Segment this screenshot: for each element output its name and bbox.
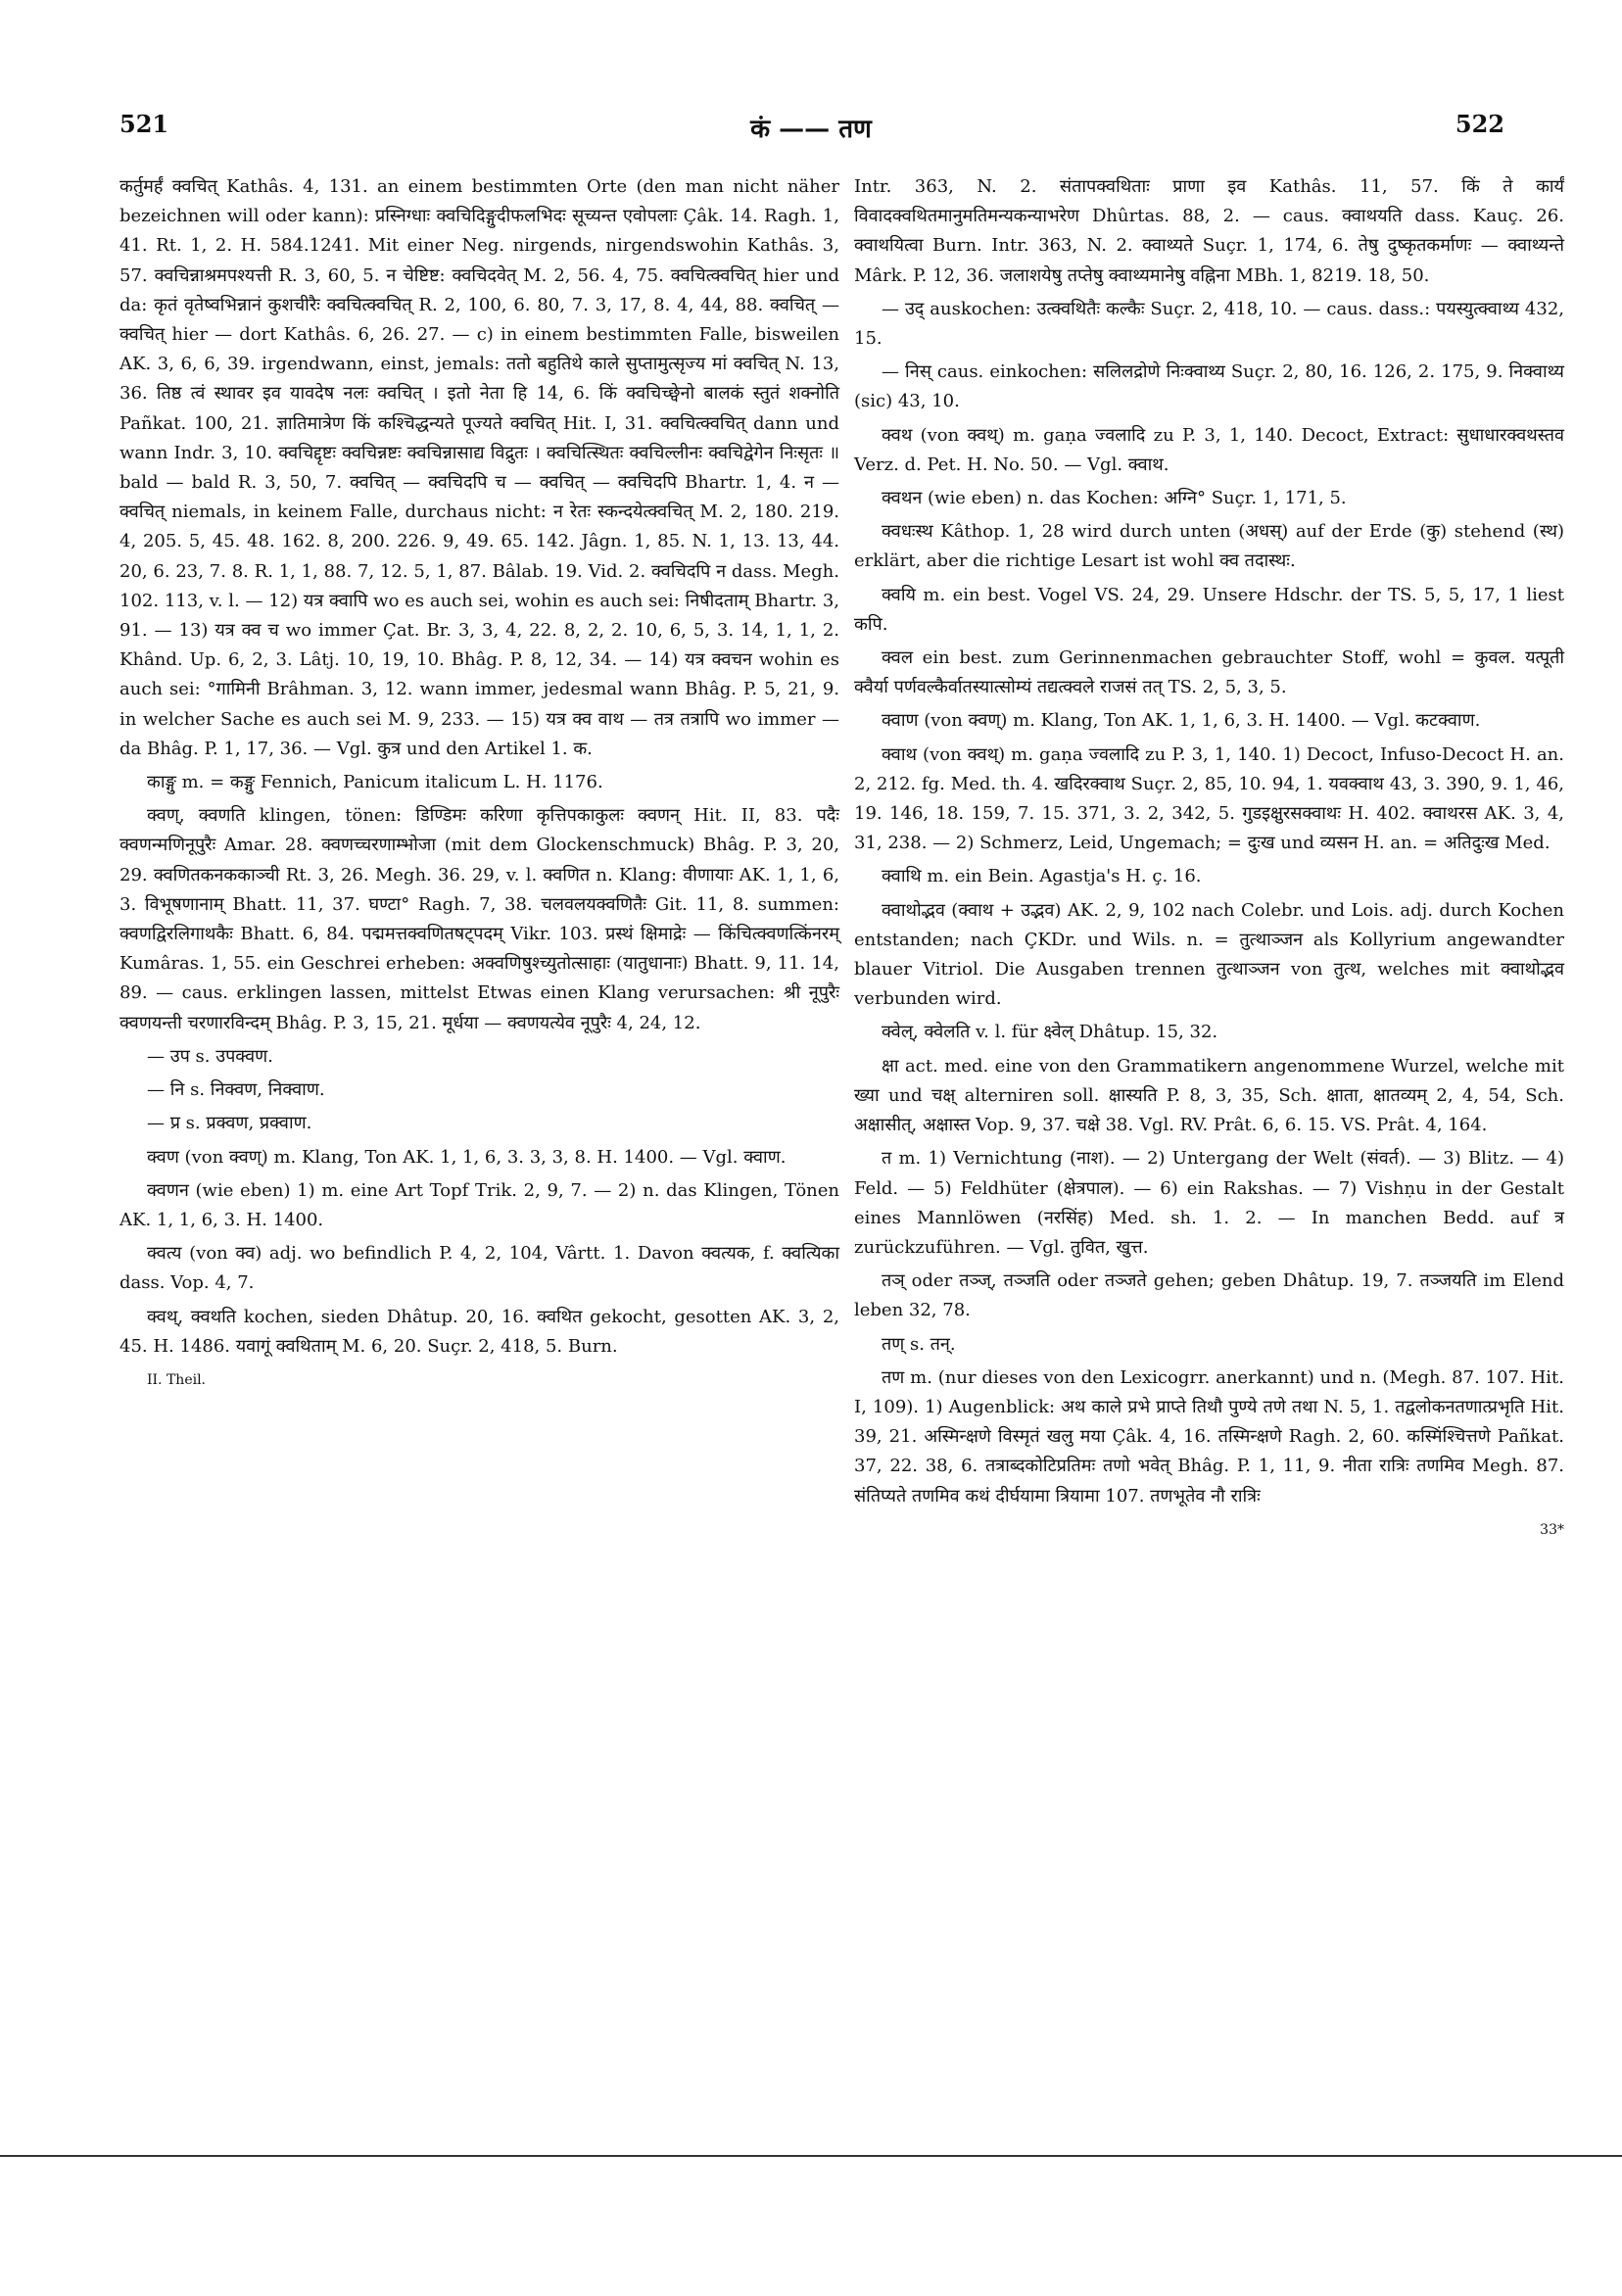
dictionary-entry: क्वयि m. ein best. Vogel VS. 24, 29. Unsere Hdschr. der TS. 5, 5, 17, 1 liest कपि. [854, 584, 1564, 635]
running-head: कं —— तण [750, 115, 872, 144]
dictionary-entry: क्वेल्, क्वेलति v. l. für क्ष्वेल् Dhâtup. 15, 32. [882, 1022, 1218, 1043]
dictionary-entry: क्वाथोद्भव (क्वाथ + उद्भव) AK. 2, 9, 102 nach Colebr. und Lois. adj. durch Kochen entstanden; nach ÇKDr. und Wils. n. = तुत्थाञ्जन als Kollyrium angewandter blauer Vitriol. Die Ausgaben trennen तुत्थाञ्जन von तुत्थ, welches mit क्वाथोद्भव verbunden wird. [854, 899, 1564, 1010]
dictionary-entry: तण् s. तन्. [882, 1333, 956, 1355]
dictionary-entry: क्वल ein best. zum Gerinnenmachen gebrauchter Stoff, wohl = कुवल. यत्पूती क्वैर्या पर्णवल्कैर्वातस्यात्सोम्यं तद्यत्क्वले राजसं तत् TS. 2, 5, 3, 5. [854, 647, 1564, 698]
sub-entry: — उद् auskochen: उत्क्वथितैः कल्कैः Suçr. 2, 418, 10. — caus. dass.: पयस्युत्क्वाथ्य 432, 15. [854, 298, 1564, 350]
sub-entry: — प्र s. प्रक्वण, प्रक्वाण. [147, 1113, 312, 1134]
signature-mark: 33* [1540, 1521, 1564, 1538]
sub-entry: — निस् caus. einkochen: सलिलद्रोणे निःक्वाथ्य Suçr. 2, 80, 16. 126, 2. 175, 9. निक्वाथ्य (sic) 43, 10. [854, 361, 1564, 412]
dictionary-entry: क्षा act. med. eine von den Grammatikern angenommene Wurzel, welche mit ख्या und चक्ष् alterniren soll. क्षास्यति P. 8, 3, 35, Sch. क्षाता, क्षातव्यम् 2, 4, 54, Sch. अक्षासीत्, अक्षास्त Vop. 9, 37. चक्षे 38. Vgl. RV. Prât. 6, 6. 15. VS. Prât. 4, 164. [854, 1055, 1564, 1136]
dictionary-entry: क्वण (von क्वण्) m. Klang, Ton AK. 1, 1, 6, 3. 3, 3, 8. H. 1400. — Vgl. क्वाण. [147, 1146, 787, 1168]
dictionary-entry: तञ् oder तञ्ज्, तञ्जति oder तञ्जते gehen; geben Dhâtup. 19, 7. तञ्जयति im Elend leben 32, 78. [854, 1270, 1564, 1321]
dictionary-entry: क्वथ (von क्वथ्) m. gaṇa ज्वलादि zu P. 3, 1, 140. Decoct, Extract: सुधाधारक्वथस्तव Verz. d. Pet. H. No. 50. — Vgl. क्वाथ. [854, 424, 1564, 475]
dictionary-entry: क्वत्य (von क्व) adj. wo befindlich P. 4, 2, 104, Vârtt. 1. Davon क्वत्यक, f. क्वत्यिका dass. Vop. 4, 7. [119, 1243, 839, 1294]
dictionary-entry: त m. 1) Vernichtung (नाश). — 2) Untergang der Welt (संवर्त). — 3) Blitz. — 4) Feld. — 5) Feldhüter (क्षेत्रपाल). — 6) ein Rakshas. — 7) Vishṇu in der Gestalt eines Mannlöwen (नरसिंह) Med. sh. 1. 2. — In manchen Bedd. auf त्र zurückzuführen. — Vgl. तुवित, खुत्त. [854, 1148, 1564, 1258]
page-number-right: 522 [1455, 110, 1504, 138]
dictionary-entry: Intr. 363, N. 2. संतापक्वथिताः प्राणा इव Kathâs. 11, 57. किं ते कार्यं विवादक्वथितमानुमतिमन्यकन्याभरेण Dhûrtas. 88, 2. — caus. क्वाथयति dass. Kauç. 26. क्वाथयित्वा Burn. Intr. 363, N. 2. क्वाथ्यते Suçr. 1, 174, 6. तेषु दुष्कृतकर्माणः — क्वाथ्यन्ते Mârk. P. 12, 36. जलाशयेषु तप्तेषु क्वाथ्यमानेषु वह्निना MBh. 1, 8219. 18, 50. [854, 176, 1564, 286]
dictionary-entry: क्वधःस्थ Kâthop. 1, 28 wird durch unten (अधस्) auf der Erde (कु) stehend (स्थ) erklärt, aber die richtige Lesart ist wohl क्व तदास्थः. [854, 521, 1564, 572]
dictionary-entry: क्वाण (von क्वण्) m. Klang, Ton AK. 1, 1, 6, 3. H. 1400. — Vgl. कटक्वाण. [882, 710, 1481, 732]
right-column [854, 172, 1564, 1549]
dictionary-entry: क्वाथ (von क्वथ्) m. gaṇa ज्वलादि zu P. 3, 1, 140. 1) Decoct, Infuso-Decoct H. an. 2, 212. fg. Med. th. 4. खदिरक्वाथ Suçr. 2, 85, 10. 94, 1. यवक्वाथ 43, 3. 390, 9. 1, 46, 19. 146, 18. 159, 7. 15. 371, 3. 2, 342, 5. गुडइक्षुरसक्वाथः H. 402. क्वाथरस AK. 3, 4, 31, 238. — 2) Schmerz, Leid, Ungemach; = दुःख und व्यसन H. an. = अतिदुःख Med. [854, 743, 1564, 854]
left-column [119, 172, 839, 1399]
dictionary-entry: क्वण्, क्वणति klingen, tönen: डिण्डिमः करिणा कृत्तिपकाकुलः क्वणन् Hit. II, 83. पदैः क्वणन्मणिनूपुरैः Amar. 28. क्वणच्चरणाम्भोजा (mit dem Glockenschmuck) Bhâg. P. 3, 20, 29. क्वणितकनककाञ्ची Rt. 3, 26. Megh. 36. 29, v. l. क्वणित n. Klang: वीणायाः AK. 1, 1, 6, 3. विभूषणानाम् Bhatt. 11, 37. घण्टा° Ragh. 7, 38. चलवलयक्वणितैः Git. 11, 8. summen: क्वणद्विरलिगाथकैः Bhatt. 6, 84. पद्ममत्तक्वणितषट्पदम् Vikr. 103. प्रस्थं क्षिमाद्रेः — किंचित्क्वणत्किंनरम् Kumâras. 1, 55. ein Geschrei erheben: अक्वणिषुश्च्युतोत्साहाः (यातुधानाः) Bhatt. 9, 11. 14, 89. — caus. erklingen lassen, mittelst Etwas einen Klang verursachen: श्री नूपुरैः क्वणयन्ती चरणारविन्दम् Bhâg. P. 3, 15, 21. मूर्धया — क्वणयत्येव नूपुरैः 4, 24, 12. [119, 805, 839, 1033]
signature-mark: II. Theil. [147, 1371, 207, 1388]
sub-entry: — नि s. निक्वण, निक्वाण. [147, 1079, 325, 1101]
page-number-left: 521 [119, 110, 169, 138]
dictionary-entry: क्वथन (wie eben) n. das Kochen: अग्नि° Suçr. 1, 171, 5. [882, 488, 1347, 509]
sub-entry: — उप s. उपक्वण. [147, 1045, 273, 1067]
dictionary-entry: क्वथ्, क्वथति kochen, sieden Dhâtup. 20, 16. क्वथित gekocht, gesotten AK. 3, 2, 45. H. 1486. यवागूं क्वथिताम् M. 6, 20. Suçr. 2, 418, 5. Burn. [119, 1306, 839, 1357]
dictionary-entry: क्वणन (wie eben) 1) m. eine Art Topf Trik. 2, 9, 7. — 2) n. das Klingen, Tönen AK. 1, 1, 6, 3. H. 1400. [119, 1179, 839, 1230]
dictionary-entry: क्वाथि m. ein Bein. Agastja's H. ç. 16. [882, 866, 1202, 887]
bottom-rule [0, 2155, 1622, 2157]
dictionary-entry: कर्तुमर्हं क्वचित् Kathâs. 4, 131. an einem bestimmten Orte (den man nicht näher bezeichnen will oder kann): प्रस्निग्धाः क्वचिदिङ्गुदीफलभिदः सूच्यन्त एवोपलाः Çâk. 14. Ragh. 1, 41. Rt. 1, 2. H. 584.1241. Mit einer Neg. nirgends, nirgendswohin Kathâs. 3, 57. क्वचिन्नाश्रमपश्यत्ती R. 3, 60, 5. न चेष्टिष्ट: क्वचिदवेत् M. 2, 56. 4, 75. क्वचित्क्वचित् hier und da: कृतं वृतेष्वभिन्नानं कुशचीरैः क्वचित्क्वचित् R. 2, 100, 6. 80, 7. 3, 17, 8. 4, 44, 88. क्वचित् — क्वचित् hier — dort Kathâs. 6, 26. 27. — c) in einem bestimmten Falle, bisweilen AK. 3, 6, 6, 39. irgendwann, einst, jemals: ततो बहुतिथे काले सुप्तामुत्सृज्य मां क्वचित् N. 13, 36. तिष्ठ त्वं स्थावर इव यावदेष नलः क्वचित् । इतो नेता हि 14, 6. किं क्वचिच्छ्वेनो बालकं स्तुतं शक्नोति Pañkat. 100, 21. ज्ञातिमात्रेण किं कश्चिद्धन्यते पूज्यते क्वचित् Hit. I, 31. क्वचित्क्वचित् dann und wann Indr. 3, 10. क्वचिद्दृष्टः क्वचिन्नष्टः क्वचिन्नासाद्य विद्रुतः । क्वचित्स्थितः क्वचिल्लीनः क्वचिद्वेगेन निःसृतः ॥ bald — bald R. 3, 50, 7. क्वचित् — क्वचिदपि च — क्वचित् — क्वचिदपि Bhartr. 1, 4. न — क्वचित् niemals, in keinem Falle, durchaus nicht: न रेतः स्कन्दयेत्क्वचित् M. 2, 180. 219. 4, 205. 5, 45. 48. 162. 8, 200. 226. 9, 49. 65. 142. Jâgn. 1, 85. N. 1, 13. 13, 44. 20, 6. 23, 7. 8. R. 1, 1, 88. 7, 12. 5, 1, 87. Bâlab. 19. Vid. 2. क्वचिदपि न dass. Megh. 102. 113, v. l. — 12) यत्र क्वापि wo es auch sei, wohin es auch sei: निषीदताम् Bhartr. 3, 91. — 13) यत्र क्व च wo immer Çat. Br. 3, 3, 4, 22. 8, 2, 2. 10, 6, 5, 3. 14, 1, 1, 2. Khând. Up. 6, 2, 3. Lâtj. 10, 19, 10. Bhâg. P. 8, 12, 34. — 14) यत्र क्वचन wohin es auch sei: °गामिनी Brâhman. 3, 12. wann immer, jedesmal wann Bhâg. P. 5, 21, 9. in welcher Sache es auch sei M. 9, 233. — 15) यत्र क्व वाथ — तत्र तत्रापि wo immer — da Bhâg. P. 1, 17, 36. — Vgl. कुत्र und den Artikel 1. क. [119, 176, 839, 759]
dictionary-entry: काङ्गु m. = कङ्गु Fennich, Panicum italicum L. H. 1176. [147, 772, 603, 793]
dictionary-entry: तण m. (nur dieses von den Lexicogrr. anerkannt) und n. (Megh. 87. 107. Hit. I, 109). 1) Augenblick: अथ काले प्रभे प्राप्ते तिथौ पुण्ये तणे तथा N. 5, 1. तद्वलोकनतणात्प्रभृति Hit. 39, 21. अस्मिन्क्षणे विस्मृतं खलु मया Çâk. 4, 16. तस्मिन्क्षणे Ragh. 2, 60. कस्मिंश्चित्तणे Pañkat. 37, 22. 38, 6. तत्राब्दकोटिप्रतिमः तणो भवेत् Bhâg. P. 1, 11, 9. नीता रात्रिः तणमिव Megh. 87. संतिप्यते तणमिव कथं दीर्घयामा त्रियामा 107. तणभूतेव नौ रात्रिः [854, 1366, 1564, 1507]
